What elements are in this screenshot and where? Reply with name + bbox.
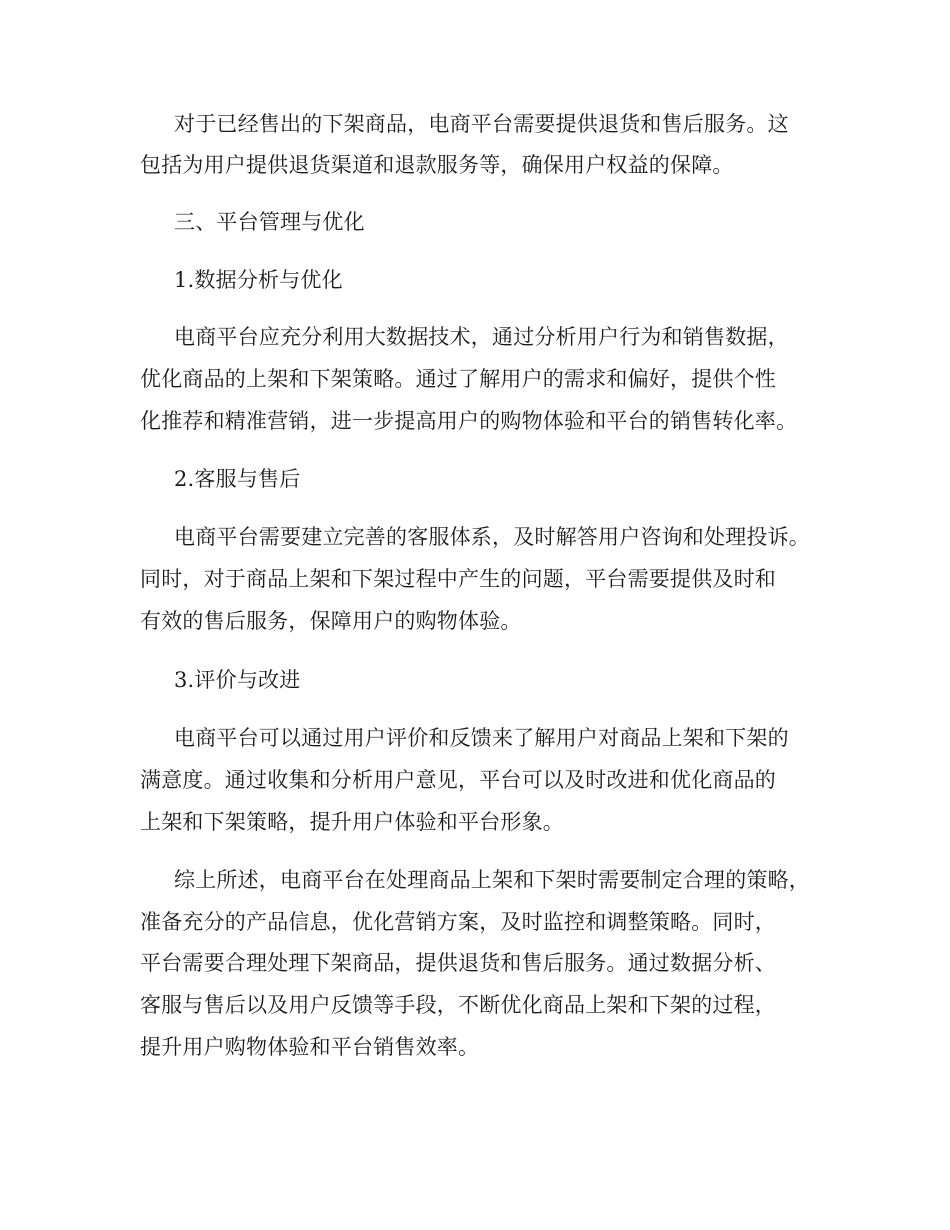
subsection-heading: 3.评价与改进	[174, 668, 301, 692]
paragraph-line: 对于已经售出的下架商品，电商平台需要提供退货和售后服务。这	[174, 112, 789, 136]
paragraph-line: 包括为用户提供退货渠道和退款服务等，确保用户权益的保障。	[140, 153, 734, 177]
paragraph-line: 电商平台可以通过用户评价和反馈来了解用户对商品上架和下架的	[174, 726, 789, 750]
paragraph-line: 电商平台应充分利用大数据技术，通过分析用户行为和销售数据，	[174, 325, 789, 349]
subsection-heading: 2.客服与售后	[174, 467, 301, 491]
section-heading: 三、平台管理与优化	[174, 210, 365, 234]
paragraph-line: 同时，对于商品上架和下架过程中产生的问题，平台需要提供及时和	[140, 567, 776, 591]
paragraph-line: 电商平台需要建立完善的客服体系，及时解答用户咨询和处理投诉。	[174, 525, 810, 549]
paragraph-line: 提升用户购物体验和平台销售效率。	[140, 1035, 480, 1059]
paragraph-line: 上架和下架策略，提升用户体验和平台形象。	[140, 810, 564, 834]
paragraph-line: 客服与售后以及用户反馈等手段，不断优化商品上架和下架的过程，	[140, 993, 776, 1017]
paragraph-line: 综上所述，电商平台在处理商品上架和下架时需要制定合理的策略，	[174, 868, 810, 892]
paragraph-line: 满意度。通过收集和分析用户意见，平台可以及时改进和优化商品的	[140, 768, 776, 792]
subsection-heading: 1.数据分析与优化	[174, 268, 343, 292]
paragraph-line: 有效的售后服务，保障用户的购物体验。	[140, 609, 522, 633]
paragraph-line: 化推荐和精准营销，进一步提高用户的购物体验和平台的销售转化率。	[140, 409, 798, 433]
paragraph-line: 优化商品的上架和下架策略。通过了解用户的需求和偏好，提供个性	[140, 367, 776, 391]
paragraph-line: 平台需要合理处理下架商品，提供退货和售后服务。通过数据分析、	[140, 951, 776, 975]
paragraph-line: 准备充分的产品信息，优化营销方案，及时监控和调整策略。同时，	[140, 910, 776, 934]
